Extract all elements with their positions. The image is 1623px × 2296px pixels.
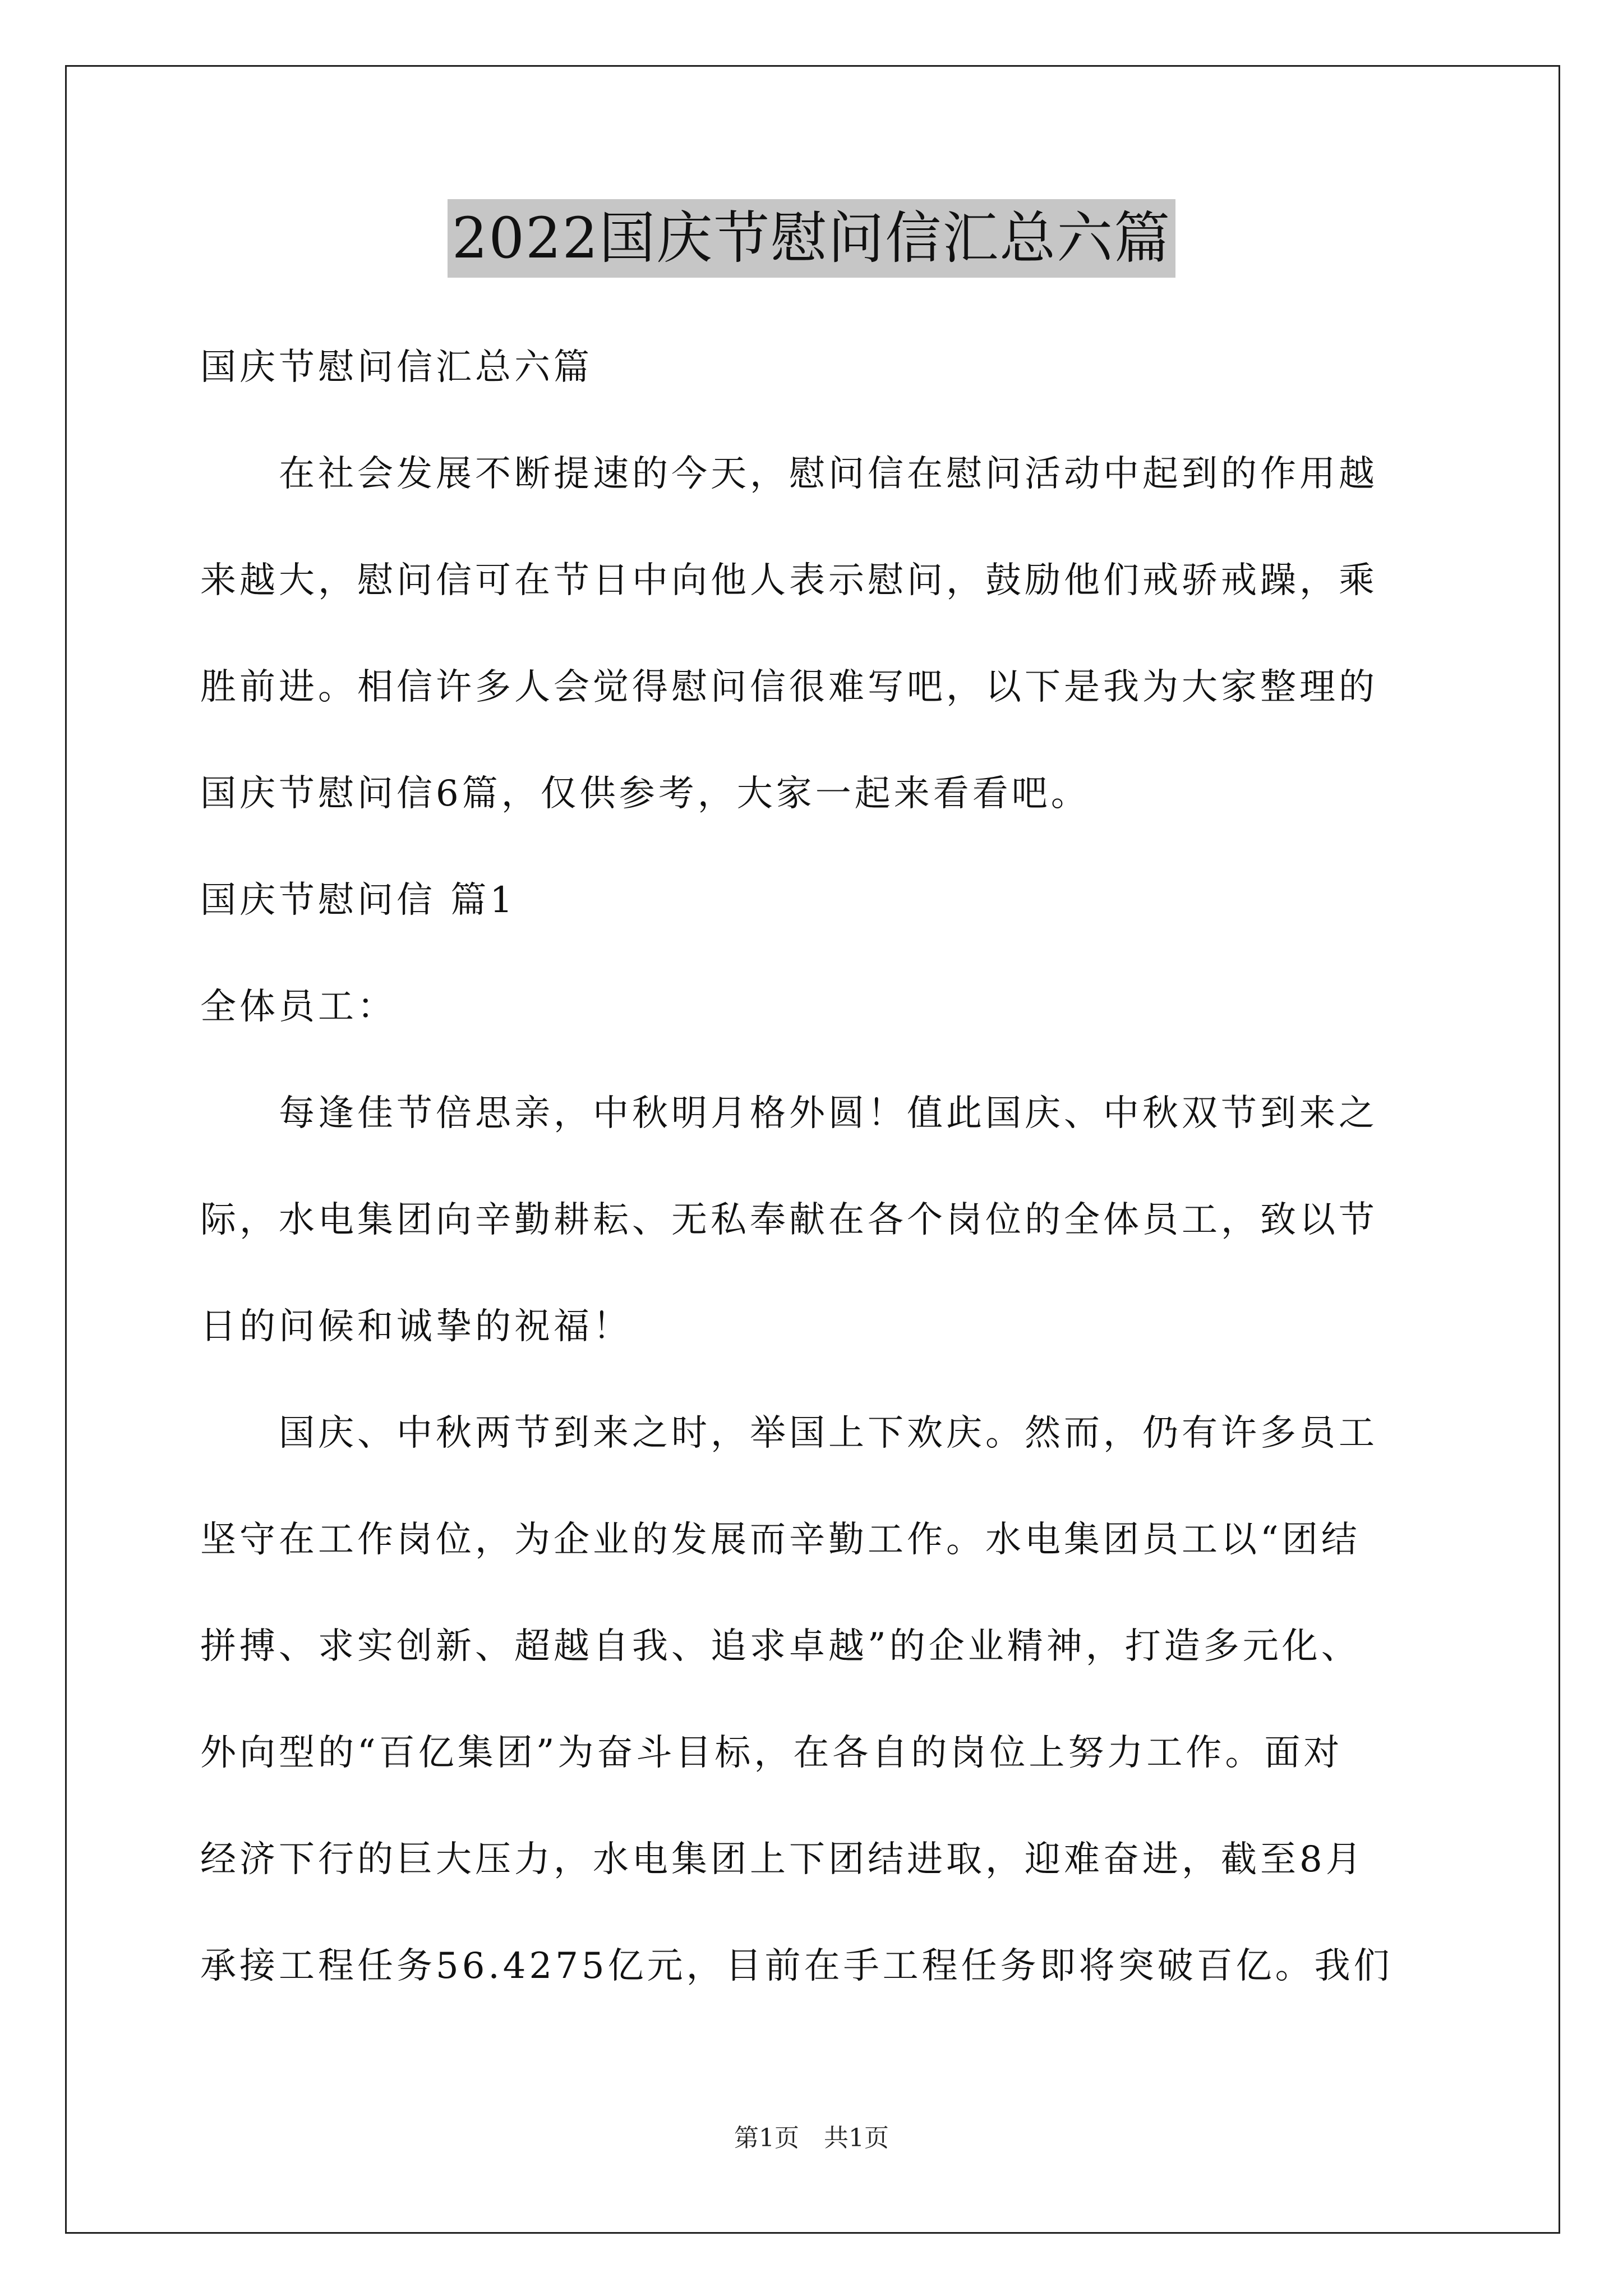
text-line: 国庆节慰问信 篇1	[200, 880, 517, 921]
title-container	[0, 199, 1623, 278]
text-line: 国庆、中秋两节到来之时，举国上下欢庆。然而，仍有许多员工	[279, 1412, 1378, 1454]
text-line: 外向型的“百亿集团”为奋斗目标，在各自的岗位上努力工作。面对	[200, 1732, 1343, 1774]
text-line: 坚守在工作岗位，为企业的发展而辛勤工作。水电集团员工以“团结	[200, 1519, 1361, 1561]
text-line: 胜前进。相信许多人会觉得慰问信很难写吧，以下是我为大家整理的	[200, 666, 1378, 708]
text-line: 国庆节慰问信汇总六篇	[200, 347, 593, 388]
document-title: 2022国庆节慰问信汇总六篇	[448, 199, 1176, 278]
text-line: 在社会发展不断提速的今天，慰问信在慰问活动中起到的作用越	[279, 453, 1378, 495]
text-line: 际，水电集团向辛勤耕耘、无私奉献在各个岗位的全体员工，致以节	[200, 1199, 1378, 1241]
text-line: 日的问候和诚挚的祝福！	[200, 1306, 632, 1347]
text-line: 国庆节慰问信6篇，仅供参考，大家一起来看看吧。	[200, 773, 1090, 815]
text-line: 每逢佳节倍思亲，中秋明月格外圆！值此国庆、中秋双节到来之	[279, 1093, 1378, 1134]
text-line: 承接工程任务56.4275亿元，目前在手工程任务即将突破百亿。我们	[200, 1945, 1393, 1987]
text-line: 来越大，慰问信可在节日中向他人表示慰问，鼓励他们戒骄戒躁，乘	[200, 560, 1378, 601]
text-line: 拼搏、求实创新、超越自我、追求卓越”的企业精神，打造多元化、	[200, 1626, 1361, 1667]
text-line: 经济下行的巨大压力，水电集团上下团结进取，迎难奋进，截至8月	[200, 1839, 1365, 1880]
text-line: 全体员工：	[200, 986, 396, 1028]
document-body	[200, 314, 1428, 2019]
page-footer: 第1页 共1页	[734, 2124, 889, 2152]
